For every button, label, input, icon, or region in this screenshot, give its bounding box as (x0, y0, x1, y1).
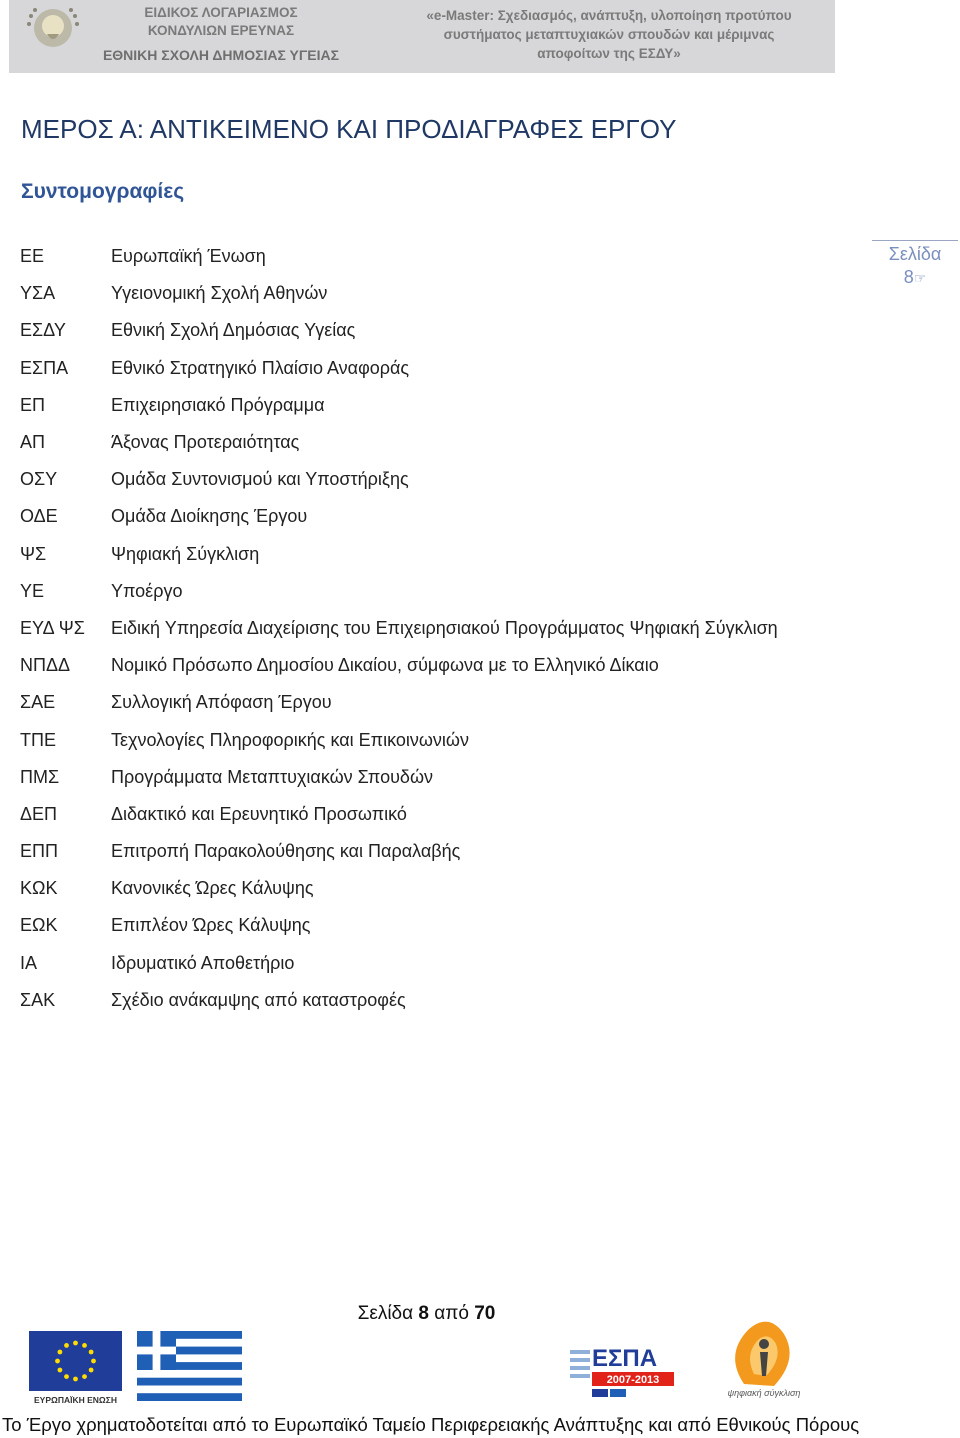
abbreviation-row (20, 424, 860, 461)
abbreviation-code: ΕΥΔ ΨΣ (20, 617, 85, 638)
abbreviation-code: ΨΣ (20, 543, 47, 564)
page-counter-total: 70 (474, 1303, 496, 1324)
espa-logo (570, 1336, 678, 1398)
abbreviation-row (20, 461, 860, 498)
abbreviations-list (20, 238, 860, 1019)
abbreviation-row (20, 684, 860, 721)
eu-star-icon (73, 1377, 78, 1382)
abbreviation-code: ΥΣΑ (20, 283, 56, 304)
abbreviation-row (20, 498, 860, 535)
abbreviation-description: Ψηφιακή Σύγκλιση (111, 543, 260, 564)
abbreviation-row (20, 312, 860, 349)
greek-flag-logo (137, 1331, 242, 1401)
abbreviation-code: ΙΑ (20, 952, 38, 973)
abbreviation-row (20, 833, 860, 870)
abbreviation-code: ΣΑΕ (20, 692, 56, 713)
abbreviation-code: ΔΕΠ (20, 803, 58, 824)
abbreviation-row (20, 536, 860, 573)
abbreviation-code: ΥΕ (20, 580, 45, 601)
abbreviation-description: Επιτροπή Παρακολούθησης και Παραλαβής (111, 841, 461, 862)
abbreviation-row (20, 907, 860, 944)
abbreviation-code: ΠΜΣ (20, 766, 60, 787)
header-institution (81, 4, 361, 64)
abbreviation-description: Ειδική Υπηρεσία Διαχείρισης του Επιχειρησιακού Προγράμματος Ψηφιακή Σύγκλιση (111, 617, 778, 638)
abbreviation-row (20, 647, 860, 684)
abbreviation-description: Άξονας Προτεραιότητας (111, 432, 300, 453)
abbreviation-description: Υγειονομική Σχολή Αθηνών (111, 283, 328, 304)
abbreviation-row (20, 721, 860, 758)
abbreviation-code: ΟΔΕ (20, 506, 58, 527)
abbreviation-code: ΕΩΚ (20, 915, 58, 936)
abbreviation-code: ΕΠΠ (20, 841, 59, 862)
abbreviation-code: ΚΩΚ (20, 878, 58, 899)
header-left-line-1: ΕΙΔΙΚΟΣ ΛΟΓΑΡΙΑΣΜΟΣ (144, 5, 298, 20)
abbreviation-description: Διδακτικό και Ερευνητικό Προσωπικό (111, 803, 407, 824)
abbreviation-description: Σχέδιο ανάκαμψης από καταστροφές (111, 989, 406, 1010)
abbreviation-description: Ευρωπαϊκή Ένωση (111, 246, 266, 267)
abbreviation-description: Προγράμματα Μεταπτυχιακών Σπουδών (111, 766, 434, 787)
header-banner (9, 0, 835, 73)
school-emblem-icon (23, 4, 81, 52)
side-page-marker (872, 240, 958, 288)
page-counter-middle: από (434, 1303, 469, 1324)
eu-star-icon (82, 1374, 87, 1379)
header-right-line-2: συστήματος μεταπτυχιακών σπουδών και μέριμνας (443, 27, 775, 42)
header-left-line-3: ΕΘΝΙΚΗ ΣΧΟΛΗ ΔΗΜΟΣΙΑΣ ΥΓΕΙΑΣ (102, 47, 340, 63)
eu-star-icon (58, 1368, 63, 1373)
section-subtitle: Συντομογραφίες (21, 180, 185, 203)
page-title: ΜΕΡΟΣ Α: ΑΝΤΙΚΕΙΜΕΝΟ ΚΑΙ ΠΡΟΔΙΑΓΡΑΦΕΣ ΕΡΓΟΥ (21, 114, 677, 144)
eu-star-icon (89, 1368, 94, 1373)
abbreviation-description: Ιδρυματικό Αποθετήριο (111, 952, 295, 973)
header-right-line-3: αποφοίτων της ΕΣΔΥ» (537, 46, 681, 61)
eu-star-icon (64, 1374, 69, 1379)
side-marker-number-wrap (872, 267, 958, 288)
abbreviation-row (20, 573, 860, 610)
abbreviation-description: Κανονικές Ώρες Κάλυψης (111, 878, 314, 899)
abbreviation-description: Εθνικό Στρατηγικό Πλαίσιο Αναφοράς (111, 357, 410, 378)
espa-logo-years: 2007-2013 (606, 1374, 660, 1386)
header-right-line-1: «e-Master: Σχεδιασμός, ανάπτυξη, υλοποίηση προτύπου (426, 8, 792, 23)
header-left-line-2: ΚΟΝΔΥΛΙΩΝ ΕΡΕΥΝΑΣ (147, 23, 295, 38)
abbreviation-row (20, 870, 860, 907)
side-marker-label: Σελίδα (888, 244, 942, 264)
abbreviation-row (20, 982, 860, 1019)
abbreviation-row (20, 238, 860, 275)
abbreviation-code: ΟΣΥ (20, 469, 58, 490)
eu-star-icon (73, 1341, 78, 1346)
abbreviation-description: Επιχειρησιακό Πρόγραμμα (111, 394, 325, 415)
abbreviation-code: ΤΠΕ (20, 729, 56, 750)
abbreviation-code: ΕΣΔΥ (20, 320, 66, 341)
abbreviation-description: Ομάδα Διοίκησης Έργου (111, 506, 308, 527)
eu-star-icon (91, 1359, 96, 1364)
abbreviation-row (20, 796, 860, 833)
abbreviation-row (20, 350, 860, 387)
page-counter-prefix: Σελίδα (357, 1303, 414, 1324)
funding-statement: Το Έργο χρηματοδοτείται από το Ευρωπαϊκό Ταμείο Περιφερειακής Ανάπτυξης και από Εθνικούς Πόρους (2, 1414, 860, 1435)
abbreviation-row (20, 387, 860, 424)
eu-star-icon (64, 1343, 69, 1348)
eu-star-icon (89, 1350, 94, 1355)
abbreviation-code: ΣΑΚ (20, 989, 56, 1010)
page-counter-current: 8 (418, 1303, 429, 1324)
abbreviation-row (20, 759, 860, 796)
abbreviation-row (20, 610, 860, 647)
eu-flag-logo (29, 1331, 122, 1407)
abbreviation-code: ΕΕ (20, 246, 45, 267)
abbreviation-description: Εθνική Σχολή Δημόσιας Υγείας (111, 320, 356, 341)
eu-logo-caption: ΕΥΡΩΠΑΪΚΗ ΕΝΩΣΗ (34, 1395, 117, 1405)
abbreviation-description: Επιπλέον Ώρες Κάλυψης (111, 915, 311, 936)
abbreviation-code: ΕΠ (20, 394, 46, 415)
abbreviation-row (20, 945, 860, 982)
abbreviation-description: Νομικό Πρόσωπο Δημοσίου Δικαίου, σύμφωνα με το Ελληνικό Δίκαιο (111, 655, 659, 676)
side-marker-number: 8 (903, 267, 914, 287)
abbreviation-description: Ομάδα Συντονισμού και Υποστήριξης (111, 469, 409, 490)
espa-logo-title: ΕΣΠΑ (592, 1345, 658, 1372)
abbreviation-description: Υποέργο (111, 580, 183, 601)
abbreviation-code: ΕΣΠΑ (20, 357, 69, 378)
eu-star-icon (55, 1359, 60, 1364)
abbreviation-description: Συλλογική Απόφαση Έργου (111, 692, 332, 713)
eu-star-icon (82, 1343, 87, 1348)
eu-star-icon (58, 1350, 63, 1355)
digital-convergence-logo (714, 1314, 814, 1412)
digital-logo-caption: ψηφιακή σύγκλιση (727, 1388, 801, 1398)
abbreviation-description: Τεχνολογίες Πληροφορικής και Επικοινωνιών (111, 729, 469, 750)
abbreviation-row (20, 275, 860, 312)
abbreviation-code: ΑΠ (20, 432, 46, 453)
abbreviation-code: ΝΠΔΔ (20, 655, 71, 676)
pointing-hand-icon: ☞ (913, 270, 927, 286)
header-project-title (389, 6, 829, 63)
